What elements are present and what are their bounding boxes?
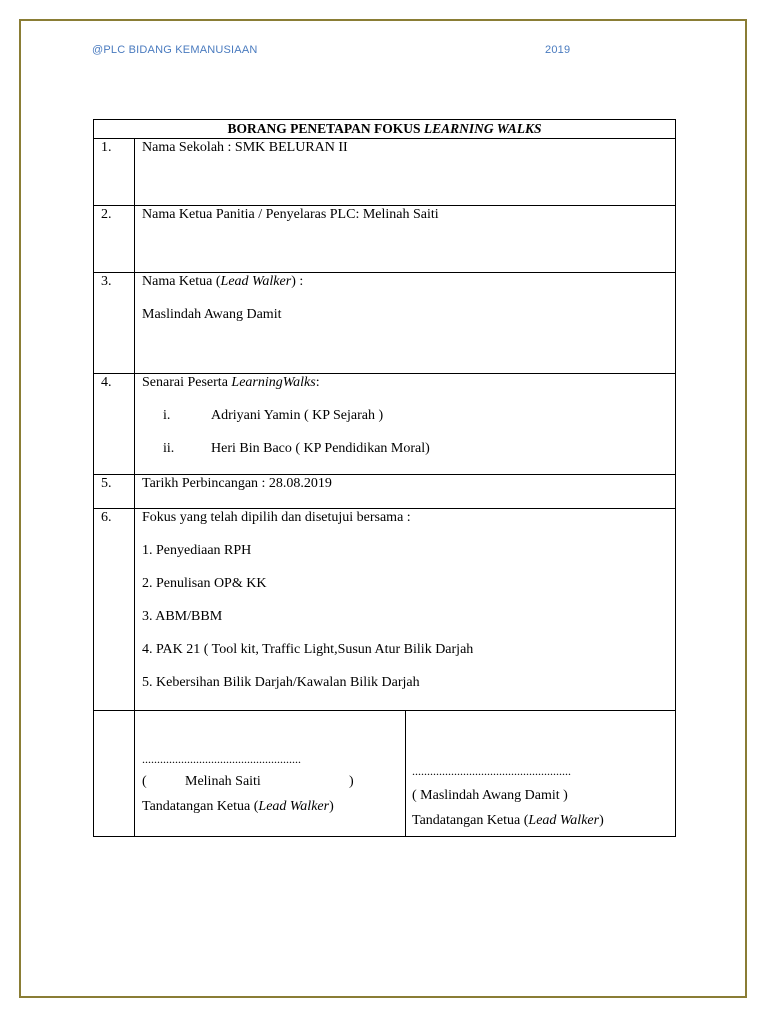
table-row [94, 273, 676, 374]
table-row [94, 139, 676, 206]
table-row [94, 374, 676, 475]
label-text: : [315, 375, 320, 390]
roman-numeral: i. [163, 408, 171, 423]
participant-item [142, 407, 669, 424]
label-text: Senarai Peserta [142, 375, 232, 390]
signature-caption-right [412, 812, 675, 829]
focus-item: 4. PAK 21 ( Tool kit, Traffic Light,Susun Atur Bilik Darjah [142, 642, 474, 657]
roman-numeral: ii. [163, 441, 175, 456]
form-table [93, 119, 676, 837]
participant-item [142, 440, 669, 457]
label-text: ) : [291, 274, 304, 289]
header-year: 2019 [545, 44, 571, 56]
school-name-cell [135, 139, 676, 206]
caption-text: ) [329, 799, 334, 814]
empty-cell [94, 711, 135, 837]
signature-line: ..................................................... [142, 752, 301, 766]
label-text: Nama Ketua ( [142, 274, 221, 289]
caption-italic: Lead Walker [258, 799, 330, 814]
participant-name: Heri Bin Baco ( KP Pendidikan Moral) [211, 441, 430, 456]
coordinator-name: Nama Ketua Panitia / Penyelaras PLC: Melinah Saiti [142, 207, 439, 222]
participant-name: Adriyani Yamin ( KP Sejarah ) [211, 408, 384, 423]
discussion-date: Tarikh Perbincangan : 28.08.2019 [142, 476, 332, 491]
table-row [94, 509, 676, 711]
lead-walker-cell [135, 273, 676, 374]
table-row [94, 206, 676, 273]
paren-close: ) [349, 774, 354, 789]
focus-item: 3. ABM/BBM [142, 609, 223, 624]
signature-line: ..................................................... [412, 764, 571, 778]
row-number: 2. [94, 206, 135, 273]
row-number: 1. [94, 139, 135, 206]
label-italic: Lead Walker [220, 274, 292, 289]
focus-item: 5. Kebersihan Bilik Darjah/Kawalan Bilik Darjah [142, 675, 420, 690]
lead-walker-label [142, 273, 669, 290]
signature-row [94, 711, 676, 837]
discussion-date-cell [135, 475, 676, 509]
caption-text: ) [599, 813, 604, 828]
row-number: 3. [94, 273, 135, 374]
participants-label [142, 374, 669, 391]
focus-item: 1. Penyediaan RPH [142, 543, 252, 558]
focus-item: 2. Penulisan OP& KK [142, 576, 267, 591]
signature-right [406, 711, 676, 837]
row-number: 4. [94, 374, 135, 475]
lead-walker-name: Maslindah Awang Damit [142, 307, 282, 322]
caption-text: Tandatangan Ketua ( [412, 813, 529, 828]
paren-open: ( [142, 774, 147, 789]
row-number: 6. [94, 509, 135, 711]
school-name: Nama Sekolah : SMK BELURAN II [142, 140, 348, 155]
signature-left [135, 711, 406, 837]
caption-text: Tandatangan Ketua ( [142, 799, 259, 814]
caption-italic: Lead Walker [528, 813, 600, 828]
form-title-text: BORANG PENETAPAN FOKUS [227, 121, 424, 136]
form-title [94, 120, 676, 139]
focus-cell [135, 509, 676, 711]
signature-caption-left [142, 798, 405, 815]
row-number: 5. [94, 475, 135, 509]
label-italic: LearningWalks [231, 375, 316, 390]
table-row [94, 475, 676, 509]
coordinator-cell [135, 206, 676, 273]
form-title-italic: LEARNING WALKS [423, 121, 542, 136]
focus-label: Fokus yang telah dipilih dan disetujui bersama : [142, 510, 411, 525]
signer-name-left [142, 773, 405, 790]
participants-cell [135, 374, 676, 475]
header-org: @PLC BIDANG KEMANUSIAAN [92, 44, 258, 56]
signer-name-right: ( Maslindah Awang Damit ) [412, 788, 568, 803]
signer-name: Melinah Saiti [185, 774, 261, 789]
